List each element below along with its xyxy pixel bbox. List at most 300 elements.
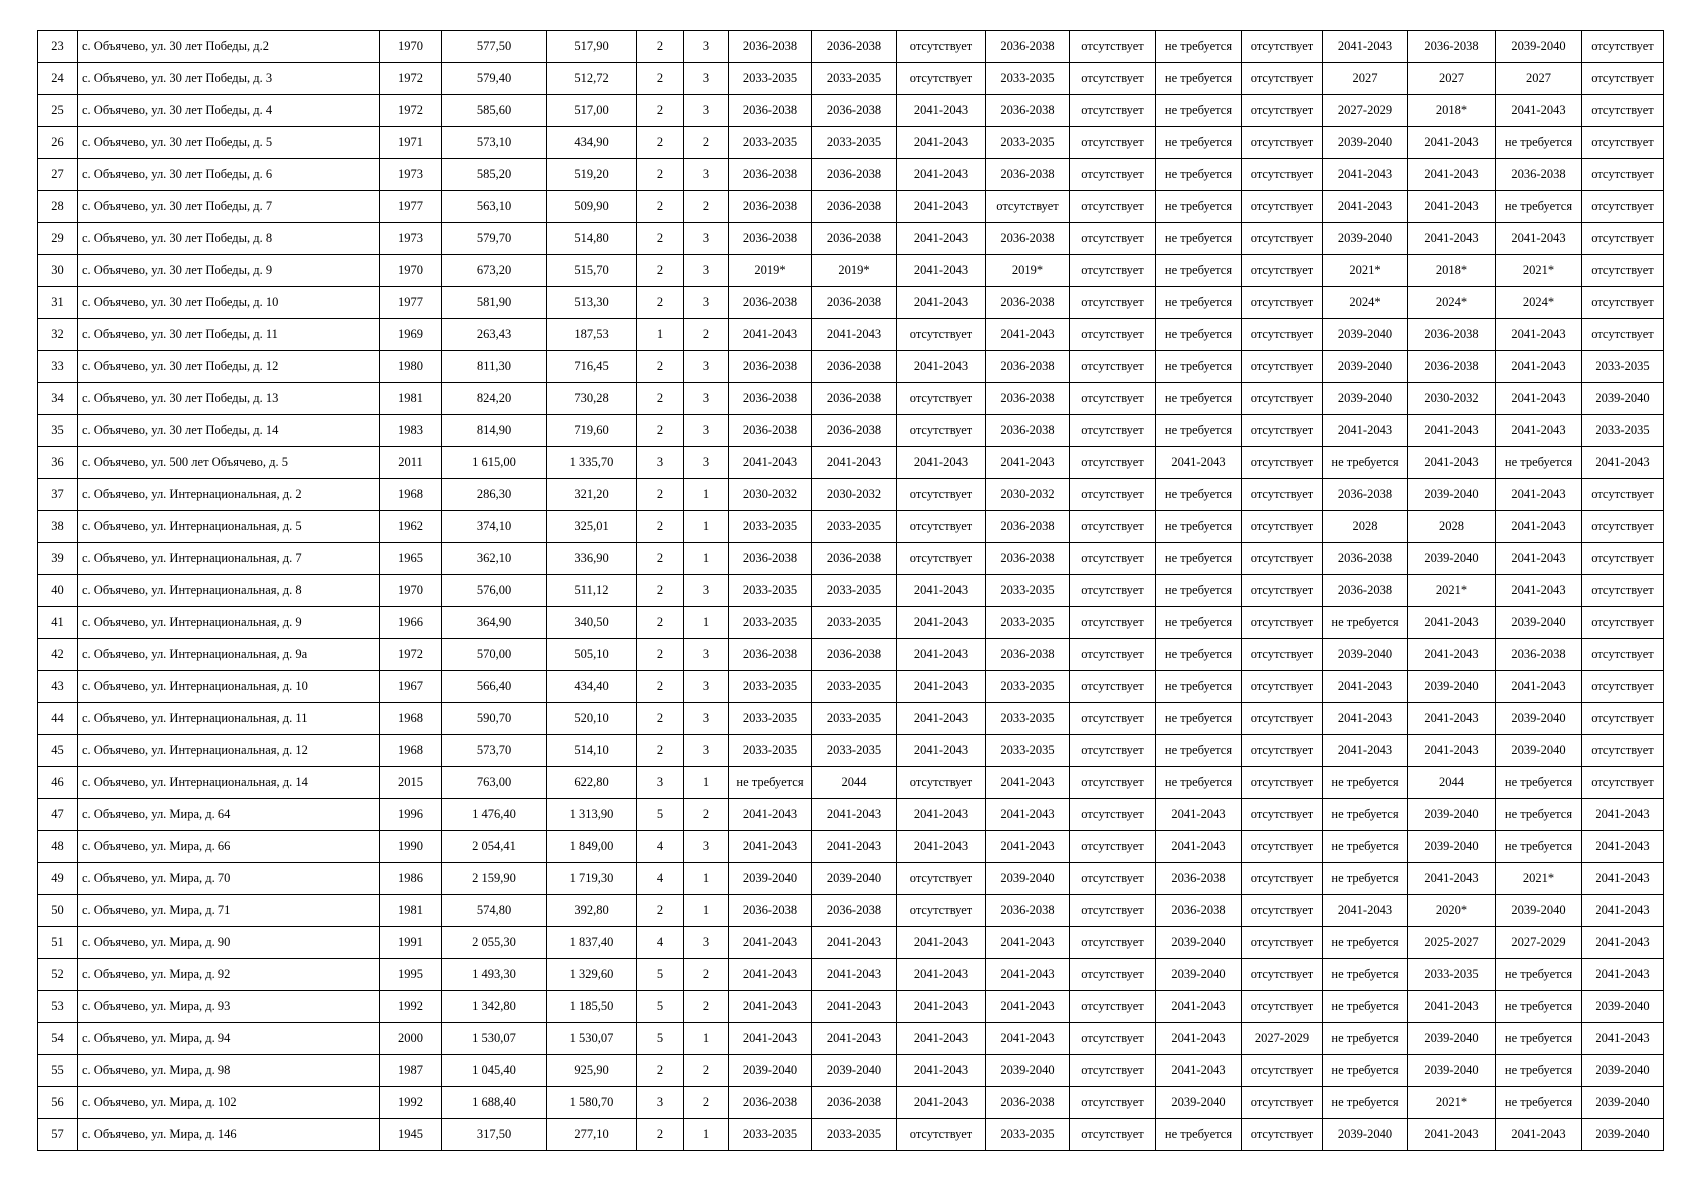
schedule-table	[37, 30, 1664, 1151]
address-cell: с. Объячево, ул. Интернациональная, д. 9	[78, 607, 380, 639]
table-cell: отсутствует	[1070, 703, 1156, 735]
table-row	[38, 159, 1664, 191]
table-row	[38, 479, 1664, 511]
table-cell: 2036-2038	[986, 543, 1070, 575]
table-cell: 2036-2038	[986, 511, 1070, 543]
table-cell: 2036-2038	[1496, 159, 1582, 191]
table-cell: 2033-2035	[812, 127, 897, 159]
table-cell: не требуется	[1496, 1087, 1582, 1119]
table-cell: 2036-2038	[812, 191, 897, 223]
table-cell: отсутствует	[1242, 1087, 1323, 1119]
table-cell: 1 335,70	[547, 447, 637, 479]
table-cell: 2036-2038	[986, 95, 1070, 127]
table-cell: 2036-2038	[1323, 479, 1408, 511]
table-cell: 2039-2040	[1496, 703, 1582, 735]
table-cell: отсутствует	[1070, 95, 1156, 127]
table-cell: не требуется	[1156, 671, 1242, 703]
table-cell: 3	[684, 671, 729, 703]
table-cell: 515,70	[547, 255, 637, 287]
table-cell: 2027	[1408, 63, 1496, 95]
table-cell: 2036-2038	[812, 287, 897, 319]
table-cell: 2039-2040	[1408, 543, 1496, 575]
table-cell: не требуется	[1156, 479, 1242, 511]
table-cell: 2036-2038	[812, 31, 897, 63]
table-cell: 2036-2038	[986, 31, 1070, 63]
table-cell: 2024*	[1496, 287, 1582, 319]
table-cell: 2021*	[1496, 255, 1582, 287]
table-cell: отсутствует	[1070, 383, 1156, 415]
row-number-cell: 50	[38, 895, 78, 927]
table-cell: отсутствует	[1242, 223, 1323, 255]
table-cell: 1	[684, 543, 729, 575]
table-cell: 317,50	[442, 1119, 547, 1151]
table-cell: 2041-2043	[1496, 351, 1582, 383]
table-cell: 1983	[380, 415, 442, 447]
table-cell: 2041-2043	[1323, 415, 1408, 447]
table-row	[38, 287, 1664, 319]
table-cell: не требуется	[1156, 127, 1242, 159]
table-cell: 574,80	[442, 895, 547, 927]
table-cell: 1981	[380, 895, 442, 927]
table-cell: отсутствует	[1242, 63, 1323, 95]
table-cell: не требуется	[729, 767, 812, 799]
table-row	[38, 95, 1664, 127]
table-cell: отсутствует	[1070, 895, 1156, 927]
table-cell: 2036-2038	[986, 895, 1070, 927]
table-row	[38, 767, 1664, 799]
table-cell: 1967	[380, 671, 442, 703]
address-cell: с. Объячево, ул. 30 лет Победы, д. 7	[78, 191, 380, 223]
table-cell: 1968	[380, 479, 442, 511]
table-cell: 2039-2040	[1408, 831, 1496, 863]
table-cell: не требуется	[1156, 735, 1242, 767]
table-cell: 2030-2032	[1408, 383, 1496, 415]
row-number-cell: 29	[38, 223, 78, 255]
table-cell: 2	[637, 255, 684, 287]
table-cell: 1990	[380, 831, 442, 863]
table-cell: 2036-2038	[812, 159, 897, 191]
table-cell: 585,60	[442, 95, 547, 127]
table-cell: 2036-2038	[812, 415, 897, 447]
row-number-cell: 57	[38, 1119, 78, 1151]
table-cell: 577,50	[442, 31, 547, 63]
table-cell: 2041-2043	[1156, 1055, 1242, 1087]
table-cell: 434,90	[547, 127, 637, 159]
table-cell: 1 493,30	[442, 959, 547, 991]
table-cell: отсутствует	[1242, 895, 1323, 927]
table-cell: отсутствует	[1070, 31, 1156, 63]
table-cell: 1972	[380, 95, 442, 127]
table-cell: 2036-2038	[729, 95, 812, 127]
table-cell: 1 530,07	[442, 1023, 547, 1055]
table-cell: 514,80	[547, 223, 637, 255]
table-cell: 2	[637, 671, 684, 703]
table-cell: 2041-2043	[897, 223, 986, 255]
table-row	[38, 863, 1664, 895]
table-cell: 2041-2043	[897, 575, 986, 607]
table-row	[38, 255, 1664, 287]
table-cell: 581,90	[442, 287, 547, 319]
table-cell: не требуется	[1156, 607, 1242, 639]
table-cell: 573,10	[442, 127, 547, 159]
table-cell: не требуется	[1496, 799, 1582, 831]
table-row	[38, 543, 1664, 575]
table-cell: 2033-2035	[986, 63, 1070, 95]
table-cell: 2	[684, 1055, 729, 1087]
table-cell: 2041-2043	[1582, 447, 1664, 479]
table-cell: отсутствует	[1242, 959, 1323, 991]
table-cell: не требуется	[1156, 1119, 1242, 1151]
table-cell: 590,70	[442, 703, 547, 735]
table-cell: 1987	[380, 1055, 442, 1087]
table-cell: 2041-2043	[897, 991, 986, 1023]
table-body	[38, 31, 1664, 1151]
table-cell: отсутствует	[897, 479, 986, 511]
table-cell: 1977	[380, 191, 442, 223]
table-cell: отсутствует	[1582, 671, 1664, 703]
table-cell: 2041-2043	[812, 1023, 897, 1055]
table-cell: 1 580,70	[547, 1087, 637, 1119]
table-row	[38, 127, 1664, 159]
table-cell: 2041-2043	[1582, 1023, 1664, 1055]
row-number-cell: 28	[38, 191, 78, 223]
table-cell: 1	[684, 863, 729, 895]
table-cell: отсутствует	[1242, 1055, 1323, 1087]
table-cell: 2039-2040	[729, 863, 812, 895]
table-row	[38, 927, 1664, 959]
table-cell: 2	[637, 31, 684, 63]
table-cell: отсутствует	[897, 895, 986, 927]
table-cell: 325,01	[547, 511, 637, 543]
table-cell: 2039-2040	[1582, 1087, 1664, 1119]
row-number-cell: 36	[38, 447, 78, 479]
table-cell: 2036-2038	[1156, 863, 1242, 895]
table-cell: 2036-2038	[729, 1087, 812, 1119]
table-cell: 579,40	[442, 63, 547, 95]
table-cell: 520,10	[547, 703, 637, 735]
table-cell: отсутствует	[1242, 511, 1323, 543]
table-cell: 2041-2043	[897, 671, 986, 703]
table-cell: 517,00	[547, 95, 637, 127]
table-cell: 1981	[380, 383, 442, 415]
address-cell: с. Объячево, ул. Мира, д. 102	[78, 1087, 380, 1119]
table-row	[38, 735, 1664, 767]
address-cell: с. Объячево, ул. 500 лет Объячево, д. 5	[78, 447, 380, 479]
table-cell: отсутствует	[1582, 543, 1664, 575]
row-number-cell: 42	[38, 639, 78, 671]
address-cell: с. Объячево, ул. 30 лет Победы, д. 6	[78, 159, 380, 191]
table-cell: 2036-2038	[812, 543, 897, 575]
table-cell: отсутствует	[1582, 607, 1664, 639]
table-cell: 3	[684, 415, 729, 447]
table-cell: 2041-2043	[1408, 607, 1496, 639]
table-cell: 1 329,60	[547, 959, 637, 991]
table-cell: 1968	[380, 735, 442, 767]
table-cell: 2041-2043	[1156, 447, 1242, 479]
address-cell: с. Объячево, ул. 30 лет Победы, д. 9	[78, 255, 380, 287]
table-cell: не требуется	[1323, 1055, 1408, 1087]
address-cell: с. Объячево, ул. 30 лет Победы, д. 12	[78, 351, 380, 383]
table-cell: 1 045,40	[442, 1055, 547, 1087]
table-cell: 1 530,07	[547, 1023, 637, 1055]
table-cell: 2039-2040	[1582, 991, 1664, 1023]
row-number-cell: 37	[38, 479, 78, 511]
table-cell: 2033-2035	[729, 63, 812, 95]
table-row	[38, 831, 1664, 863]
table-cell: 2027	[1496, 63, 1582, 95]
table-cell: отсутствует	[1070, 127, 1156, 159]
table-cell: 2039-2040	[1323, 1119, 1408, 1151]
table-cell: 1	[684, 511, 729, 543]
table-cell: 2	[637, 575, 684, 607]
table-cell: 2 159,90	[442, 863, 547, 895]
table-cell: 2041-2043	[897, 1087, 986, 1119]
table-cell: 2036-2038	[1496, 639, 1582, 671]
row-number-cell: 25	[38, 95, 78, 127]
table-cell: 763,00	[442, 767, 547, 799]
table-cell: 2044	[1408, 767, 1496, 799]
table-cell: 2	[637, 639, 684, 671]
table-cell: не требуется	[1323, 447, 1408, 479]
table-cell: 2039-2040	[1323, 639, 1408, 671]
table-cell: отсутствует	[1070, 671, 1156, 703]
table-cell: 3	[684, 287, 729, 319]
table-cell: 2	[637, 223, 684, 255]
table-cell: 2030-2032	[986, 479, 1070, 511]
table-cell: 2033-2035	[729, 575, 812, 607]
table-cell: 3	[684, 95, 729, 127]
table-cell: отсутствует	[1070, 63, 1156, 95]
table-cell: 2041-2043	[1582, 959, 1664, 991]
table-cell: 2033-2035	[812, 703, 897, 735]
row-number-cell: 53	[38, 991, 78, 1023]
table-cell: 2036-2038	[812, 223, 897, 255]
row-number-cell: 30	[38, 255, 78, 287]
table-cell: 2033-2035	[729, 511, 812, 543]
table-cell: отсутствует	[1070, 1055, 1156, 1087]
table-row	[38, 511, 1664, 543]
table-cell: 2036-2038	[986, 415, 1070, 447]
table-cell: 2036-2038	[812, 1087, 897, 1119]
table-cell: отсутствует	[897, 383, 986, 415]
table-cell: отсутствует	[986, 191, 1070, 223]
table-cell: 2033-2035	[729, 127, 812, 159]
table-cell: 2041-2043	[897, 703, 986, 735]
table-cell: отсутствует	[1242, 319, 1323, 351]
table-cell: отсутствует	[1582, 511, 1664, 543]
table-cell: 2033-2035	[729, 703, 812, 735]
table-cell: 2041-2043	[812, 447, 897, 479]
row-number-cell: 47	[38, 799, 78, 831]
table-cell: 2041-2043	[812, 927, 897, 959]
table-cell: 2041-2043	[1496, 95, 1582, 127]
table-cell: отсутствует	[1242, 671, 1323, 703]
table-cell: отсутствует	[1242, 927, 1323, 959]
table-cell: отсутствует	[1070, 991, 1156, 1023]
table-row	[38, 31, 1664, 63]
table-cell: 2041-2043	[1156, 1023, 1242, 1055]
table-cell: 2041-2043	[897, 927, 986, 959]
table-cell: 2041-2043	[1323, 191, 1408, 223]
table-cell: отсутствует	[1242, 703, 1323, 735]
table-cell: 2	[637, 607, 684, 639]
table-cell: 2033-2035	[1582, 351, 1664, 383]
table-cell: не требуется	[1323, 767, 1408, 799]
table-cell: 2021*	[1496, 863, 1582, 895]
table-cell: 2039-2040	[1323, 351, 1408, 383]
address-cell: с. Объячево, ул. Интернациональная, д. 12	[78, 735, 380, 767]
table-cell: 2039-2040	[1156, 1087, 1242, 1119]
table-cell: 2036-2038	[1408, 319, 1496, 351]
table-cell: 321,20	[547, 479, 637, 511]
address-cell: с. Объячево, ул. 30 лет Победы, д. 13	[78, 383, 380, 415]
table-cell: 1972	[380, 63, 442, 95]
table-cell: отсутствует	[1582, 639, 1664, 671]
table-cell: 925,90	[547, 1055, 637, 1087]
table-cell: 3	[637, 767, 684, 799]
table-cell: 2041-2043	[729, 799, 812, 831]
table-cell: 3	[684, 831, 729, 863]
table-cell: 2041-2043	[729, 927, 812, 959]
table-cell: 2018*	[1408, 95, 1496, 127]
address-cell: с. Объячево, ул. Интернациональная, д. 14	[78, 767, 380, 799]
table-cell: 2036-2038	[729, 895, 812, 927]
address-cell: с. Объячево, ул. Интернациональная, д. 8	[78, 575, 380, 607]
row-number-cell: 35	[38, 415, 78, 447]
address-cell: с. Объячево, ул. Мира, д. 90	[78, 927, 380, 959]
table-cell: отсутствует	[1242, 479, 1323, 511]
table-cell: 2041-2043	[1408, 991, 1496, 1023]
table-cell: 2033-2035	[729, 671, 812, 703]
table-cell: 719,60	[547, 415, 637, 447]
table-cell: 2041-2043	[1323, 159, 1408, 191]
table-cell: 5	[637, 991, 684, 1023]
table-cell: 2033-2035	[1408, 959, 1496, 991]
table-cell: 4	[637, 831, 684, 863]
table-cell: 2	[637, 351, 684, 383]
schedule-table-container	[37, 30, 1664, 1151]
table-cell: 2041-2043	[729, 1023, 812, 1055]
table-cell: 2039-2040	[1408, 1023, 1496, 1055]
table-cell: не требуется	[1323, 1023, 1408, 1055]
table-cell: 2036-2038	[1408, 31, 1496, 63]
table-cell: 2041-2043	[897, 735, 986, 767]
table-cell: 2	[637, 1055, 684, 1087]
table-cell: отсутствует	[1070, 415, 1156, 447]
table-cell: 2036-2038	[1323, 543, 1408, 575]
table-cell: 2039-2040	[1582, 1119, 1664, 1151]
table-cell: 2041-2043	[1496, 575, 1582, 607]
row-number-cell: 44	[38, 703, 78, 735]
table-cell: 2041-2043	[1582, 927, 1664, 959]
table-cell: отсутствует	[1242, 191, 1323, 223]
table-cell: отсутствует	[1070, 543, 1156, 575]
table-cell: 3	[684, 447, 729, 479]
table-cell: 2039-2040	[1156, 959, 1242, 991]
address-cell: с. Объячево, ул. Мира, д. 71	[78, 895, 380, 927]
table-cell: 2041-2043	[897, 255, 986, 287]
table-cell: отсутствует	[1070, 863, 1156, 895]
table-cell: 2041-2043	[1582, 799, 1664, 831]
table-cell: 2041-2043	[1408, 223, 1496, 255]
table-cell: 2000	[380, 1023, 442, 1055]
table-cell: 2036-2038	[812, 95, 897, 127]
table-cell: 2033-2035	[812, 735, 897, 767]
table-cell: не требуется	[1156, 255, 1242, 287]
table-cell: 2039-2040	[1408, 479, 1496, 511]
table-cell: 2036-2038	[986, 383, 1070, 415]
table-cell: 2041-2043	[1323, 735, 1408, 767]
table-cell: 2019*	[729, 255, 812, 287]
row-number-cell: 46	[38, 767, 78, 799]
table-cell: 2025-2027	[1408, 927, 1496, 959]
row-number-cell: 56	[38, 1087, 78, 1119]
table-cell: не требуется	[1323, 991, 1408, 1023]
table-cell: 1970	[380, 255, 442, 287]
table-cell: отсутствует	[1070, 319, 1156, 351]
table-cell: 3	[684, 735, 729, 767]
table-cell: отсутствует	[1070, 575, 1156, 607]
table-row	[38, 703, 1664, 735]
table-cell: отсутствует	[1070, 1023, 1156, 1055]
address-cell: с. Объячево, ул. 30 лет Победы, д. 10	[78, 287, 380, 319]
table-cell: 2041-2043	[1408, 703, 1496, 735]
table-cell: 2036-2038	[812, 895, 897, 927]
table-cell: 2036-2038	[986, 287, 1070, 319]
table-cell: 2041-2043	[729, 831, 812, 863]
table-cell: 3	[637, 447, 684, 479]
table-cell: 1969	[380, 319, 442, 351]
table-cell: отсутствует	[1242, 543, 1323, 575]
table-cell: 1970	[380, 575, 442, 607]
table-cell: 2041-2043	[897, 639, 986, 671]
table-cell: 2041-2043	[1496, 1119, 1582, 1151]
table-cell: отсутствует	[1242, 863, 1323, 895]
table-cell: 2041-2043	[1156, 831, 1242, 863]
row-number-cell: 55	[38, 1055, 78, 1087]
table-cell: 1973	[380, 223, 442, 255]
table-cell: 2041-2043	[812, 799, 897, 831]
table-cell: 2041-2043	[897, 1023, 986, 1055]
table-cell: 2039-2040	[1323, 127, 1408, 159]
table-cell: отсутствует	[897, 767, 986, 799]
table-cell: 2024*	[1323, 287, 1408, 319]
table-cell: 4	[637, 863, 684, 895]
table-cell: 1	[637, 319, 684, 351]
table-cell: отсутствует	[1242, 383, 1323, 415]
table-cell: 2039-2040	[1323, 319, 1408, 351]
row-number-cell: 33	[38, 351, 78, 383]
table-cell: не требуется	[1496, 127, 1582, 159]
table-cell: 2041-2043	[986, 799, 1070, 831]
table-row	[38, 351, 1664, 383]
table-cell: 2039-2040	[1582, 1055, 1664, 1087]
row-number-cell: 38	[38, 511, 78, 543]
table-cell: отсутствует	[1070, 959, 1156, 991]
table-cell: отсутствует	[1582, 159, 1664, 191]
table-cell: отсутствует	[1242, 639, 1323, 671]
table-cell: 1	[684, 1119, 729, 1151]
table-cell: 2041-2043	[1408, 447, 1496, 479]
address-cell: с. Объячево, ул. 30 лет Победы, д. 8	[78, 223, 380, 255]
table-cell: 2036-2038	[729, 351, 812, 383]
table-cell: отсутствует	[1070, 479, 1156, 511]
table-cell: не требуется	[1156, 319, 1242, 351]
table-cell: 2041-2043	[1582, 831, 1664, 863]
table-cell: не требуется	[1496, 1055, 1582, 1087]
table-row	[38, 319, 1664, 351]
table-cell: 3	[684, 383, 729, 415]
